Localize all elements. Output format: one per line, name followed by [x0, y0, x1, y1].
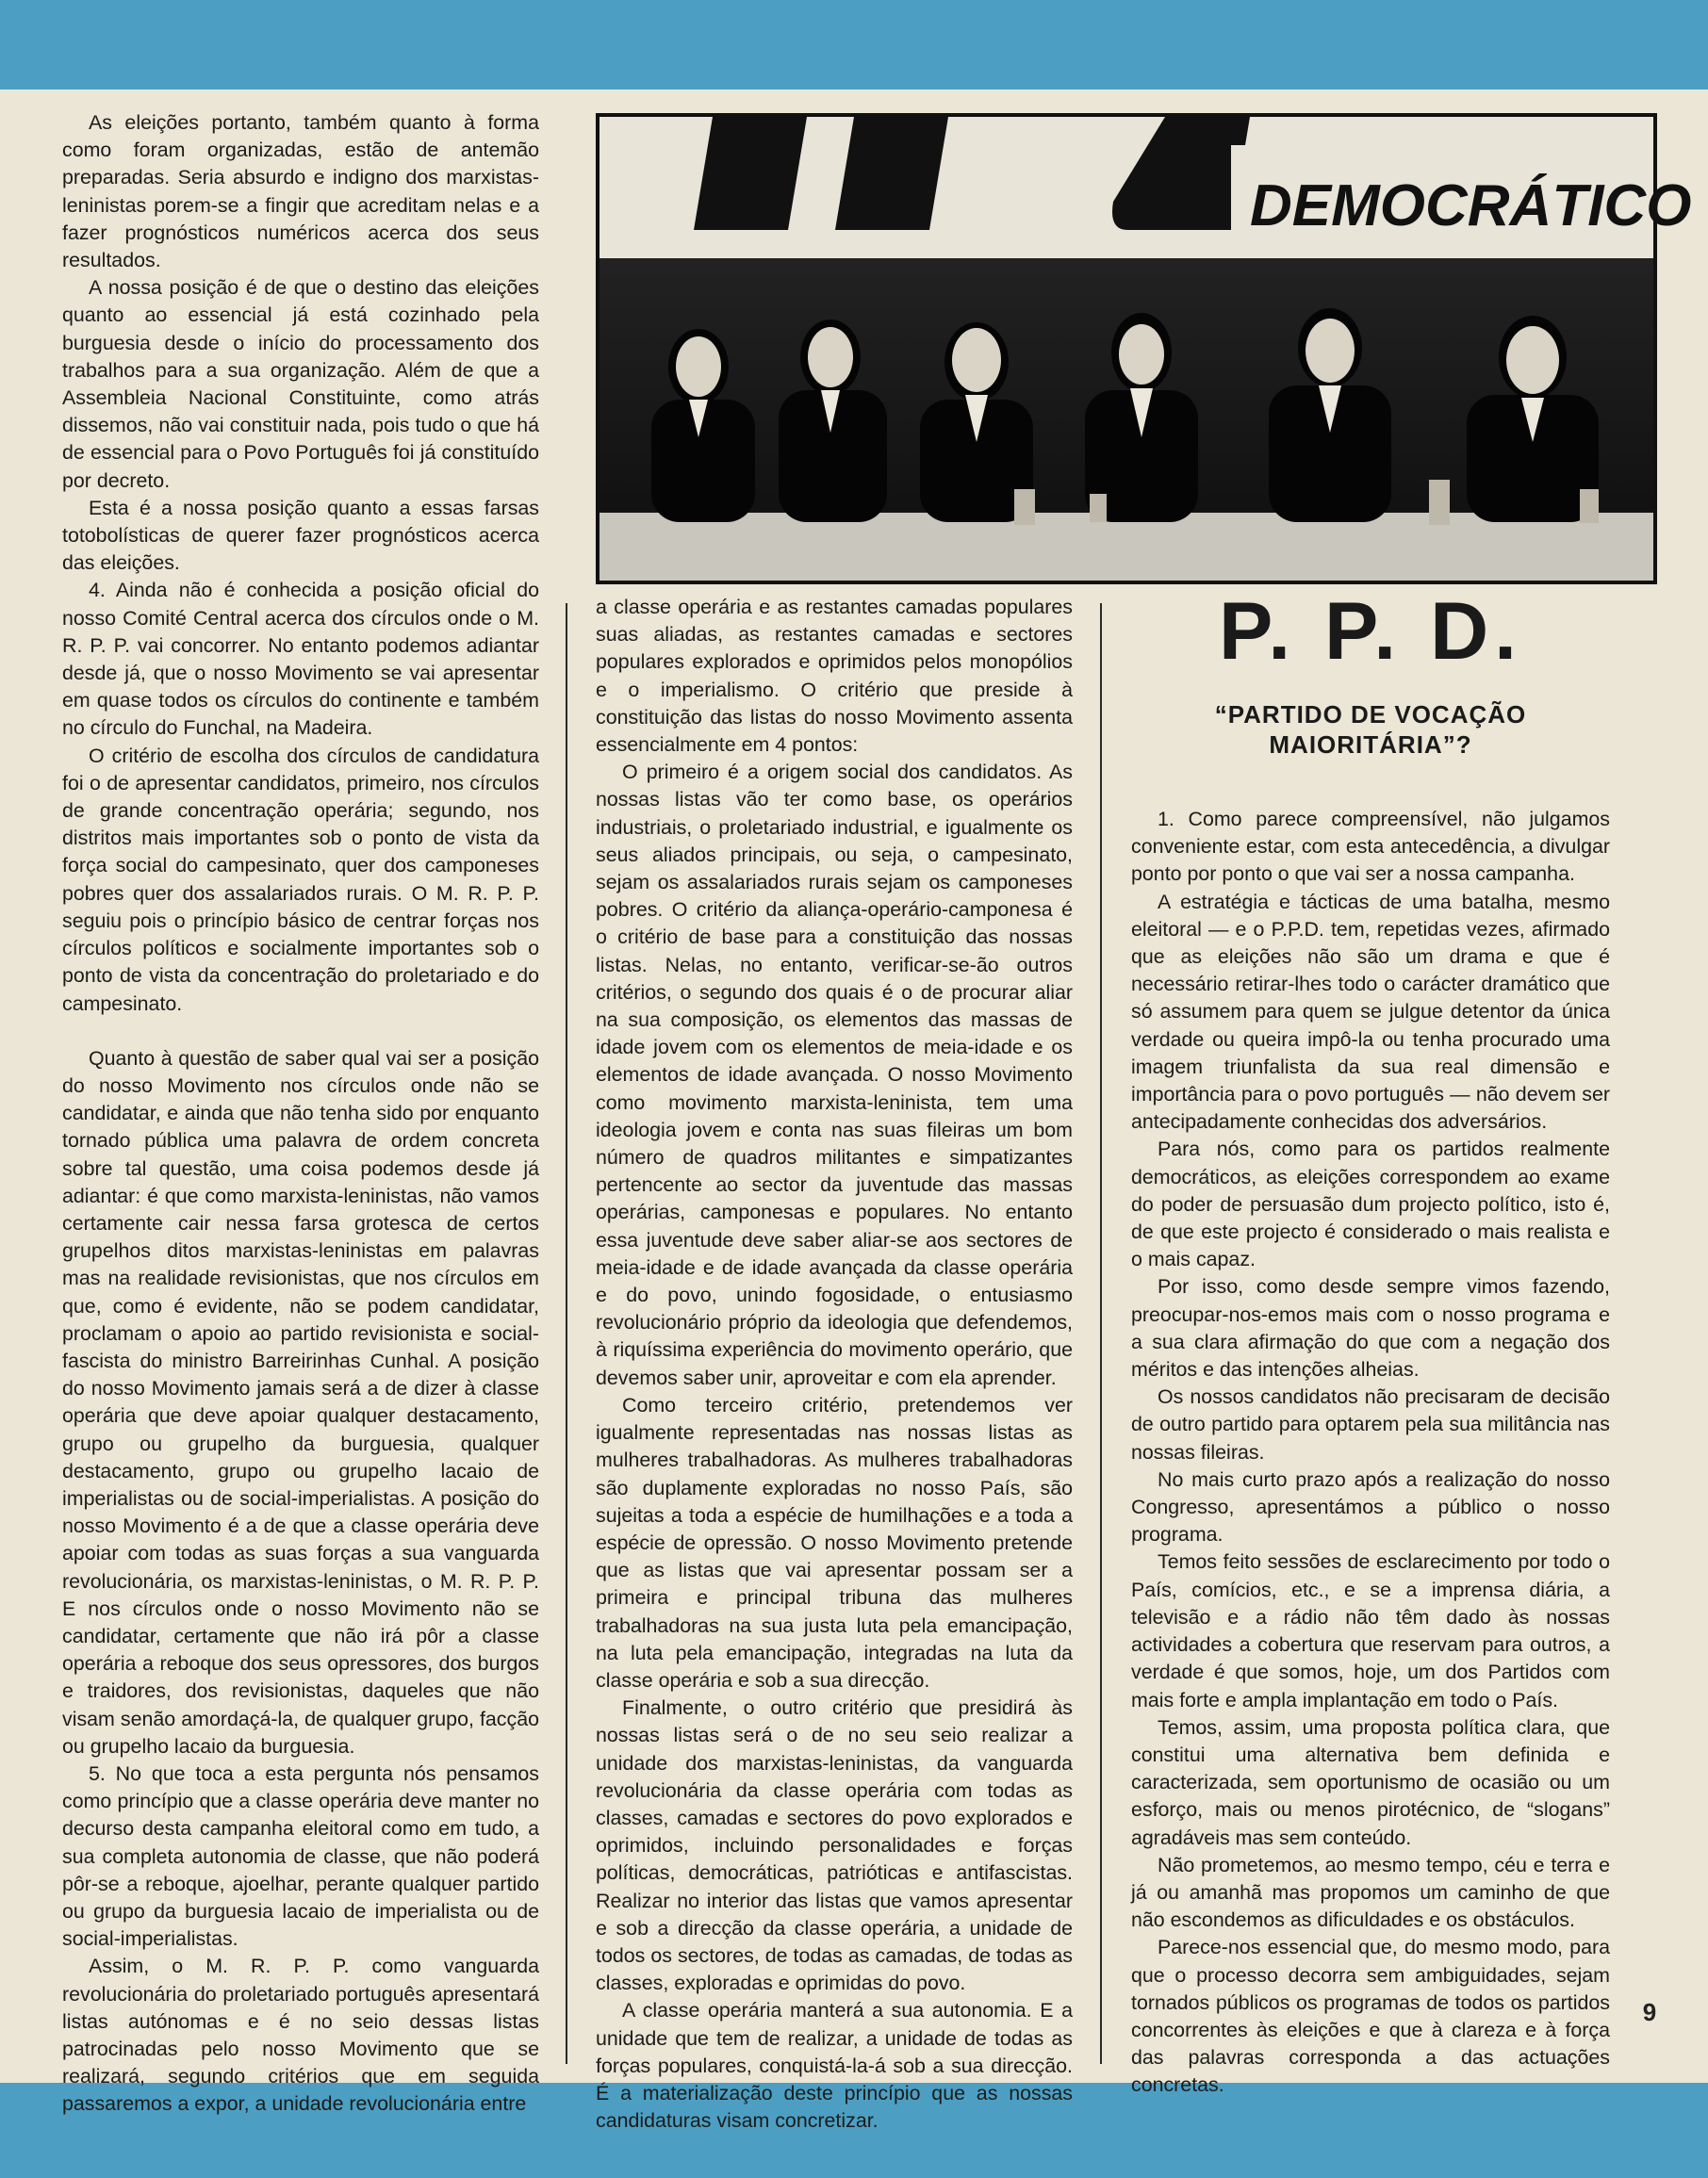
paragraph: Assim, o M. R. P. P. como vanguarda revolucionária do proletariado português apresentará listas autónomas e é no seio dessas listas patrocinadas pelo nosso Movimento que se realizará, segundo critérios que em seguida passaremos a expor, a unidade revolucionária entre [62, 1955, 539, 2116]
paragraph: Para nós, como para os partidos realmente democráticos, as eleições correspondem ao exame do poder de persuasão dum projecto político, isto é, de que este projecto é considerado o mais realista e o mais capaz. [1131, 1138, 1610, 1271]
paragraph: 1. Como parece compreensível, não julgamos conveniente estar, com esta antecedência, a divulgar ponto por ponto o que vai ser a nossa campanha. [1131, 808, 1610, 886]
paragraph: A nossa posição é de que o destino das eleições quanto ao essencial já está cozinhado pela burguesia desde o início do processamento dos trabalhos para a sua organização. Além de que a Assembleia Nacional Constituinte, como atrás dissemos, não vai constituir nada, pois tudo o que há de essencial para o Povo Português foi já constituído por decreto. [62, 276, 539, 492]
paragraph: O critério de escolha dos círculos de candidatura foi o de apresentar candidatos, primeiro, nos círculos de grande concentração operária; segundo, nos distritos mais importantes sob o ponto de vista da força social do campesinato, quer dos camponeses pobres quer dos assalariados rurais. O M. R. P. P. seguiu pois o princípio básico de centrar forças nos círculos políticos e socialmente importantes sob o ponto de vista da concentração do proletariado e do campesinato. [62, 744, 539, 1015]
banner-text: DEMOCRÁTICO [1250, 173, 1692, 238]
paragraph: Por isso, como desde sempre vimos fazendo, preocupar-nos-emos mais com o nosso programa e a sua clara afirmação do que com a negação dos méritos e das intenções alheias. [1131, 1275, 1610, 1382]
paragraph: Como terceiro critério, pretendemos ver igualmente representadas nas nossas listas as mulheres trabalhadoras. As mulheres trabalhadoras são duplamente exploradas no nosso País, são sujeitas a toda a espécie de humilhações e a toda a espécie de opressão. O nosso Movimento pretende que as listas que vai apresentar possam ser a primeira e principal tribuna das mulheres trabalhadoras na sua justa luta pela emancipação, na luta pela emancipação, integradas na luta da classe operária e sob a sua direcção. [596, 1393, 1073, 1692]
paragraph: 4. Ainda não é conhecida a posição oficial do nosso Comité Central acerca dos círculos onde o M. R. P. P. vai concorrer. No entanto podemos adiantar desde já, que o nosso Movimento se vai apresentar em quase todos os círculos do continente e também no círculo do Funchal, na Madeira. [62, 579, 539, 740]
ppd-subtitle [1131, 699, 1610, 760]
subtitle-line: MAIORITÁRIA”? [1269, 730, 1472, 759]
paragraph: Não prometemos, ao mesmo tempo, céu e terra e já ou amanhã mas propomos um caminho de que não escondemos as dificuldades e os obstáculos. [1131, 1853, 1610, 1932]
photo-scene [599, 117, 1692, 581]
paragraph: Temos, assim, uma proposta política clara, que constitui uma alternativa bem definida e caracterizada, sem oportunismo de ocasião ou um esforço, mais ou menos pirotécnico, de “slogans” agradáveis mas sem conteúdo. [1131, 1715, 1610, 1849]
paragraph: Parece-nos essencial que, do mesmo modo, para que o processo decorra sem ambiguidades, sejam tornados públicos os programas de todos os partidos concorrentes às eleições e que à clareza e à força das palavras corresponda a das actuações concretas. [1131, 1936, 1610, 2097]
paragraph: A classe operária manterá a sua autonomia. E a unidade que tem de realizar, a unidade de todas as forças populares, conquistá-la-á sob a sua direcção. É a materialização deste princípio que as nossas candidaturas visam concretizar. [596, 1999, 1073, 2133]
press-conference-photo [596, 113, 1692, 584]
column-divider [566, 603, 567, 2064]
paragraph: O primeiro é a origem social dos candidatos. As nossas listas vão ter como base, os operários industriais, o proletariado industrial, e igualmente os seus aliados principais, ou seja, o campesinato, sejam os assalariados rurais sejam os camponeses pobres. O critério da aliança-operário-camponesa é o critério de base para a constituição das nossas listas. Nelas, no entanto, verificar-se-ão outros critérios, o segundo dos quais é o de procurar aliar na sua composição, os elementos das massas de idade jovem com os elementos de meia-idade e os elementos de idade avançada. O nosso Movimento como movimento marxista-leninista, tem uma ideologia jovem e conta nas suas fileiras um bom número de quadros militantes e simpatizantes pertencente ao sector da juventude das massas operárias, camponesas e populares. No entanto essa juventude deve saber aliar-se aos sectores de meia-idade e de idade avançada da classe operária e do povo, unindo fogosidade, o entusiasmo revolucionário próprio da ideologia que defendemos, à riquíssima experiência do movimento operário, que devemos saber unir, aproveitar e com ela aprender. [596, 761, 1073, 1389]
ppd-title: P. P. D. [1218, 586, 1523, 677]
paragraph: a classe operária e as restantes camadas populares suas aliadas, as restantes camadas e sectores populares explorados e oprimidos pelos monopólios e o imperialismo. O critério que preside à constituição das listas do nosso Movimento assenta essencialmente em 4 pontos: [596, 596, 1073, 757]
column-divider [1100, 603, 1102, 2064]
paragraph: Temos feito sessões de esclarecimento por todo o País, comícios, etc., e se a imprensa diária, a televisão e a rádio não têm dado às nossas actividades a cobertura que reservam para outros, a verdade é que somos, hoje, um dos Partidos com mais forte e ampla implantação em todo o País. [1131, 1550, 1610, 1711]
paragraph: Quanto à questão de saber qual vai ser a posição do nosso Movimento nos círculos onde não se candidatar, e ainda que não tenha sido por enquanto tornado pública uma palavra de ordem concreta sobre tal questão, uma coisa podemos desde já adiantar: é que como marxista-leninistas, não vamos certamente cair nessa farsa grotesca de certos grupelhos ditos marxistas-leninistas em palavras mas na realidade revisionistas, que nos círculos em que, como é evidente, não se podem candidatar, proclamam o apoio ao partido revisionista e social-fascista do ministro Barreirinhas Cunhal. A posição do nosso Movimento jamais será a de dizer à classe operária que deve apoiar qualquer destacamento, grupo ou grupelho da burguesia, qualquer destacamento, grupo ou grupelho lacaio de imperialistas ou de social-imperialistas. A posição do nosso Movimento é a de que a classe operária deve apoiar com todas as suas forças a sua vanguarda revolucionária, os marxistas-leninistas, o M. R. P. P. E nos círculos onde o nosso Movimento não se candidatar, certamente que não irá pôr a classe operária a reboque dos seus opressores, dos burgos e traidores, dos revisionistas, daqueles que não visam senão amordaçá-la, de qualquer grupo, facção ou grupelho lacaio da burguesia. [62, 1046, 539, 1758]
left-article-column [62, 109, 539, 2116]
paragraph: No mais curto prazo após a realização do nosso Congresso, apresentámos a público o nosso programa. [1131, 1467, 1610, 1547]
paragraph: Os nossos candidatos não precisaram de decisão de outro partido para optarem pela sua militância nas nossas fileiras. [1131, 1385, 1610, 1464]
middle-article-column [596, 594, 1073, 2133]
paragraph: As eleições portanto, também quanto à forma como foram organizadas, estão de antemão preparadas. Seria absurdo e indigno dos marxistas-leninistas porem-se a fingir que acreditam nelas e a fazer prognósticos numéricos acerca dos seus resultados. [62, 111, 539, 272]
right-article-column [1131, 806, 1610, 2097]
paragraph: Esta é a nossa posição quanto a essas farsas totobolísticas de querer fazer prognósticos acerca das eleições. [62, 496, 539, 575]
paragraph: Finalmente, o outro critério que presidirá às nossas listas será o de no seu seio realizar a unidade dos marxistas-leninistas, da vanguarda revolucionária da classe operária com todas as classes, camadas e sectores do povo explorados e oprimidos, incluindo personalidades e forças políticas, democráticas, patrióticas e antifascistas. Realizar no interior das listas que vamos apresentar e sob a direcção da classe operária, a unidade de todos os sectores, de todas as camadas, de todas as classes, exploradas e oprimidas do povo. [596, 1696, 1073, 1995]
page-number: 9 [1642, 1998, 1657, 2026]
table [599, 513, 1653, 581]
subtitle-line: “PARTIDO DE VOCAÇÃO [1214, 700, 1527, 729]
paragraph: A estratégia e tácticas de uma batalha, mesmo eleitoral — e o P.P.D. tem, repetidas vezes, afirmado que as eleições não são um drama e que é necessário retirar-lhes todo o carácter dramático que só assumem para quem se julgue detentor da única verdade ou queira impô-la ou tenha procurado uma imagem triunfalista da sua real dimensão e importância para o povo português — não devem ser antecipadamente conhecidas dos adversários. [1131, 890, 1610, 1134]
paragraph: 5. No que toca a esta pergunta nós pensamos como princípio que a classe operária deve manter no decurso desta campanha eleitoral como em tudo, a sua completa autonomia de classe, que não poderá pôr-se a reboque, ajoelhar, perante qualquer partido ou grupo da burguesia lacaio de imperialista ou de social-imperialistas. [62, 1761, 539, 1951]
